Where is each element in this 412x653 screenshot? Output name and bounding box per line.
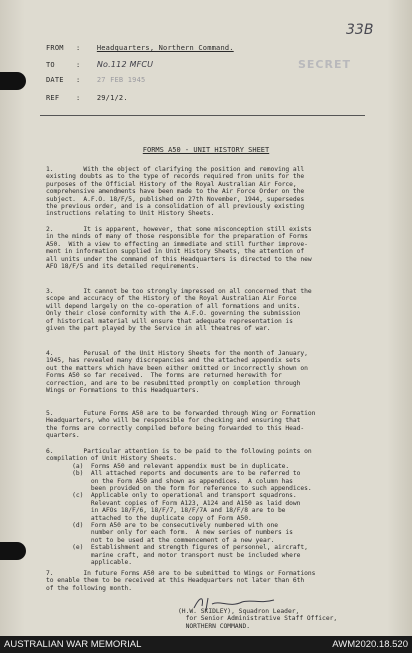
paragraph-text: Perusal of the Unit History Sheets for the month of January, 1945, has revealed many discrepancies and the attached appendix sets out the matters which have been either omitted or incorrectly shown on Forms A50 so far received. The forms are returned herewith for correction, and are to be resubmitted promptly on completion through Wings or Formations to this Headquarters. xyxy=(46,350,308,395)
footer-institution: AUSTRALIAN WAR MEMORIAL xyxy=(4,639,142,650)
paragraph-number: 4. xyxy=(46,350,54,357)
paragraph-3 xyxy=(46,288,384,332)
header-date: DATE : 27 FEB 1945 xyxy=(46,76,146,84)
paragraph-text: It cannot be too strongly impressed on all concerned that the scope and accuracy of the History of the Royal Australian Air Force will depend largely on the co-operation of all formations and units. Only their close conformity with the A.F.O. governing the submission of historical material will ensure that adequate representation is given the part played by the Service in all theatres of war. xyxy=(46,288,312,333)
paragraph-number: 3. xyxy=(46,288,54,295)
paragraph-text: Particular attention is to be paid to the following points on compilation of Unit History Sheets. (a) Forms A50 and relevant appendix must be in duplicate. (b) All attached reports and documents are to be referred to on the Form A50 and shown as appendices. A column has been provided on the form for reference to such appendices. (c) Applicable only to operational and transport squadrons. Relevant copies of Form A123, A124 and A150 as laid down in AFOs 18/F/6, 18/F/7, 18/F/7A and 18/F/8 are to be attached to the duplicate copy of Form A50. (d) Form A50 are to be consecutively numbered with one number only for each form. A new series of numbers is not to be used at the commencement of a new year. (e) Establishment and strength figures of personnel, aircraft, marine craft, and motor transport must be included where applicable. xyxy=(46,448,312,567)
paragraph-number: 2. xyxy=(46,226,54,233)
date-label: DATE xyxy=(46,76,64,84)
paragraph-5 xyxy=(46,410,384,440)
to-value: No.112 MFCU xyxy=(96,60,154,69)
paragraph-text: Future Forms A50 are to be forwarded through Wing or Formation Headquarters, who will be responsible for checking and ensuring that the forms are correctly compiled before being forwarded to this Head- quarters. xyxy=(46,410,316,440)
from-value: Headquarters, Northern Command. xyxy=(96,44,234,52)
paragraph-number: 7. xyxy=(46,570,54,577)
ref-value: 29/1/2. xyxy=(96,94,128,102)
paragraph-text: In future Forms A50 are to be submitted to Wings or Formations to enable them to be received at this Headquarters not later than 6th of the following month. xyxy=(46,570,316,592)
paragraph-4 xyxy=(46,350,384,394)
to-label: TO xyxy=(46,61,55,69)
header-divider xyxy=(40,115,365,116)
header-ref: REF : 29/1/2. xyxy=(46,94,128,102)
ref-label: REF xyxy=(46,94,60,102)
paragraph-7 xyxy=(46,570,384,592)
document-title: FORMS A50 - UNIT HISTORY SHEET xyxy=(142,146,270,154)
paragraph-2 xyxy=(46,226,384,270)
paragraph-number: 6. xyxy=(46,448,54,455)
punch-hole-bottom xyxy=(0,542,26,560)
from-label: FROM xyxy=(46,44,64,52)
header-to: TO : No.112 MFCU xyxy=(46,60,154,69)
footer-accession-number: AWM2020.18.520 xyxy=(332,639,408,650)
punch-hole-top xyxy=(0,72,26,90)
archive-footer xyxy=(0,636,412,653)
signature-block: (H.W. SKIDLEY), Squadron Leader, for Senior Administrative Staff Officer, NORTHERN COMMAND. xyxy=(178,608,338,630)
paragraph-text: With the object of clarifying the position and removing all existing doubts as to the type of records required from units for the purposes of the Official History of the Royal Australian Air Force, comprehensive amendments have been made to the Air Force Order on the subject. A.F.O. 18/F/5, published on 27th November, 1944, supersedes the previous order, and is a consolidation of all previously existing instructions relating to Unit History Sheets. xyxy=(46,166,305,218)
paragraph-number: 5. xyxy=(46,410,54,417)
paragraph-1 xyxy=(46,166,384,218)
date-value: 27 FEB 1945 xyxy=(96,76,146,84)
paragraph-number: 1. xyxy=(46,166,54,173)
header-from: FROM : Headquarters, Northern Command. xyxy=(46,44,234,52)
file-number: 33B xyxy=(346,22,374,38)
classification-stamp: SECRET xyxy=(298,58,351,71)
paragraph-text: It is apparent, however, that some misconception still exists in the minds of many of those responsible for the preparation of Forms A50. With a view to effecting an immediate and still further improve- ment in information supplied in Unit History Sheets, the attention of all units under the command of this Headquarters is directed to the new AFO 18/F/5 and its detailed requirements. xyxy=(46,226,312,271)
paragraph-6 xyxy=(46,448,384,567)
